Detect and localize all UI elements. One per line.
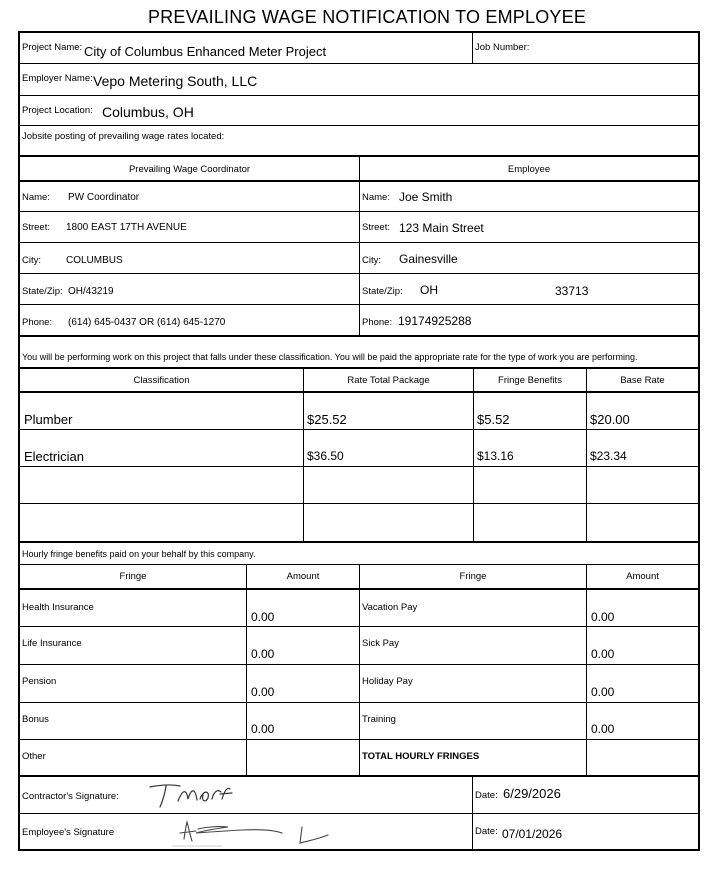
- base-rate-value: $23.34: [590, 449, 627, 463]
- classification-row: [20, 391, 698, 429]
- employee-date-cell: [472, 814, 698, 849]
- contractor-date-value: 6/29/2026: [503, 786, 561, 801]
- employee-city-value: Gainesville: [399, 252, 458, 266]
- employee-state-value: OH: [420, 283, 438, 297]
- contractor-signature-row: [20, 775, 698, 813]
- project-name-value: City of Columbus Enhanced Meter Project: [84, 44, 327, 59]
- employee-statezip-label: State/Zip:: [362, 286, 403, 297]
- employee-city-label: City:: [362, 255, 381, 266]
- classification-name: Plumber: [24, 412, 73, 427]
- employee-signature-image: [132, 817, 332, 847]
- fringe-right-amount: 0.00: [591, 610, 615, 624]
- employee-zip-value: 33713: [555, 284, 589, 298]
- employee-phone-cell: [359, 305, 698, 335]
- coordinator-statezip-cell: [20, 274, 359, 304]
- coordinator-statezip-label: State/Zip:: [22, 286, 63, 297]
- contacts-header-row: [20, 155, 698, 180]
- coordinator-street-value: 1800 EAST 17TH AVENUE: [66, 222, 187, 233]
- employee-street-cell: [359, 212, 698, 242]
- fringe-left-label: Pension: [22, 676, 57, 687]
- rate-total-header: Rate Total Package: [303, 369, 473, 391]
- employee-name-label: Name:: [362, 192, 390, 203]
- project-name-label: Project Name:: [22, 42, 83, 53]
- fringe-benefits-value: $5.52: [477, 412, 510, 427]
- contact-street-row: [20, 211, 698, 242]
- fringe-right-amount: 0.00: [591, 685, 615, 699]
- contact-statezip-row: [20, 273, 698, 304]
- fringe-notice-row: [20, 541, 698, 564]
- fringe-row: [20, 702, 698, 739]
- fringe-right-label: Sick Pay: [362, 638, 399, 649]
- contractor-date-cell: [472, 777, 698, 813]
- classification-header-row: [20, 367, 698, 391]
- coordinator-header: Prevailing Wage Coordinator: [128, 164, 251, 175]
- rate-total-value: $25.52: [307, 412, 347, 427]
- employee-date-label: Date:: [475, 826, 498, 837]
- employee-phone-value: 19174925288: [398, 314, 472, 328]
- coordinator-street-label: Street:: [22, 222, 50, 233]
- wage-notification-form: [18, 31, 700, 851]
- project-location-label: Project Location:: [22, 105, 93, 116]
- coordinator-name-value: PW Coordinator: [68, 192, 140, 203]
- coordinator-city-value: COLUMBUS: [66, 255, 123, 266]
- classification-name: Electrician: [24, 449, 84, 464]
- job-number-cell: [472, 33, 698, 63]
- project-location-row: [20, 95, 698, 125]
- employee-header: Employee: [359, 157, 698, 180]
- fringe-left-amount: 0.00: [251, 722, 275, 736]
- coordinator-city-cell: [20, 243, 359, 273]
- employee-signature-label: Employee's Signature: [22, 827, 115, 838]
- employee-phone-label: Phone:: [362, 317, 393, 328]
- contact-city-row: [20, 242, 698, 273]
- employee-date-value: 07/01/2026: [502, 827, 563, 841]
- classification-notice: You will be performing work on this project that falls under these classification. You will be paid the appropriate rate for the type of work you are performing.: [22, 352, 638, 362]
- coordinator-street-cell: [20, 212, 359, 242]
- contact-name-row: [20, 180, 698, 211]
- coordinator-name-cell: [20, 182, 359, 211]
- fringe-row: [20, 739, 698, 775]
- contractor-signature-label: Contractor's Signature:: [22, 791, 119, 802]
- base-rate-value: $20.00: [590, 412, 630, 427]
- project-name-row: [20, 33, 698, 63]
- base-rate-header: Base Rate: [586, 369, 698, 391]
- employee-statezip-cell: [359, 274, 698, 304]
- employer-row: [20, 63, 698, 95]
- fringe-right-label: Holiday Pay: [362, 676, 413, 687]
- coordinator-statezip-value: OH/43219: [68, 286, 114, 297]
- fringe-row: [20, 664, 698, 702]
- form-title: PREVAILING WAGE NOTIFICATION TO EMPLOYEE: [147, 7, 587, 27]
- contact-phone-row: [20, 304, 698, 335]
- fringe-left-amount: 0.00: [251, 610, 275, 624]
- classification-header: Classification: [133, 375, 190, 386]
- fringe-benefits-value: $13.16: [477, 449, 514, 463]
- amount-right-header: Amount: [586, 565, 698, 588]
- jobsite-posting-row: [20, 125, 698, 155]
- fringe-left-label: Health Insurance: [22, 602, 94, 613]
- jobsite-posting-label: Jobsite posting of prevailing wage rates located:: [22, 131, 225, 142]
- fringe-row: [20, 588, 698, 626]
- fringe-right-header: Fringe: [359, 565, 586, 588]
- employer-value: Vepo Metering South, LLC: [93, 73, 258, 89]
- rate-total-value: $36.50: [307, 449, 344, 463]
- project-location-value: Columbus, OH: [102, 104, 194, 120]
- coordinator-phone-value: (614) 645-0437 OR (614) 645-1270: [68, 317, 226, 328]
- employee-street-value: 123 Main Street: [399, 221, 484, 235]
- fringe-right-label: Training: [362, 714, 396, 725]
- employee-city-cell: [359, 243, 698, 273]
- classification-row: [20, 429, 698, 466]
- classification-row: [20, 503, 698, 541]
- employee-street-label: Street:: [362, 222, 390, 233]
- contractor-signature-image: [148, 781, 238, 811]
- classification-notice-row: [20, 335, 698, 367]
- fringe-right-label: Vacation Pay: [362, 602, 418, 613]
- fringe-right-amount: 0.00: [591, 647, 615, 661]
- employee-name-cell: [359, 182, 698, 211]
- employee-signature-row: [20, 813, 698, 849]
- fringe-left-header: Fringe: [119, 571, 147, 582]
- coordinator-city-label: City:: [22, 255, 41, 266]
- fringe-left-amount: 0.00: [251, 647, 275, 661]
- total-hourly-fringes-label: TOTAL HOURLY FRINGES: [362, 751, 480, 762]
- coordinator-phone-cell: [20, 305, 359, 335]
- amount-left-header: Amount: [246, 565, 359, 588]
- contractor-date-label: Date:: [475, 790, 498, 801]
- employer-label: Employer Name:: [22, 73, 93, 84]
- employee-name-value: Joe Smith: [399, 190, 453, 204]
- fringe-right-amount: 0.00: [591, 722, 615, 736]
- classification-row: [20, 466, 698, 503]
- contractor-signature-cell: [20, 777, 472, 813]
- coordinator-phone-label: Phone:: [22, 317, 53, 328]
- fringe-header-row: [20, 564, 698, 588]
- fringe-benefits-header: Fringe Benefits: [473, 369, 586, 391]
- fringe-row: [20, 626, 698, 664]
- fringe-left-label: Life Insurance: [22, 638, 82, 649]
- fringe-left-label: Other: [22, 751, 46, 762]
- job-number-label: Job Number:: [475, 42, 530, 53]
- fringe-left-amount: 0.00: [251, 685, 275, 699]
- fringe-left-label: Bonus: [22, 714, 49, 725]
- coordinator-name-label: Name:: [22, 192, 50, 203]
- fringe-notice: Hourly fringe benefits paid on your behalf by this company.: [22, 549, 256, 559]
- employee-signature-cell: [20, 814, 472, 849]
